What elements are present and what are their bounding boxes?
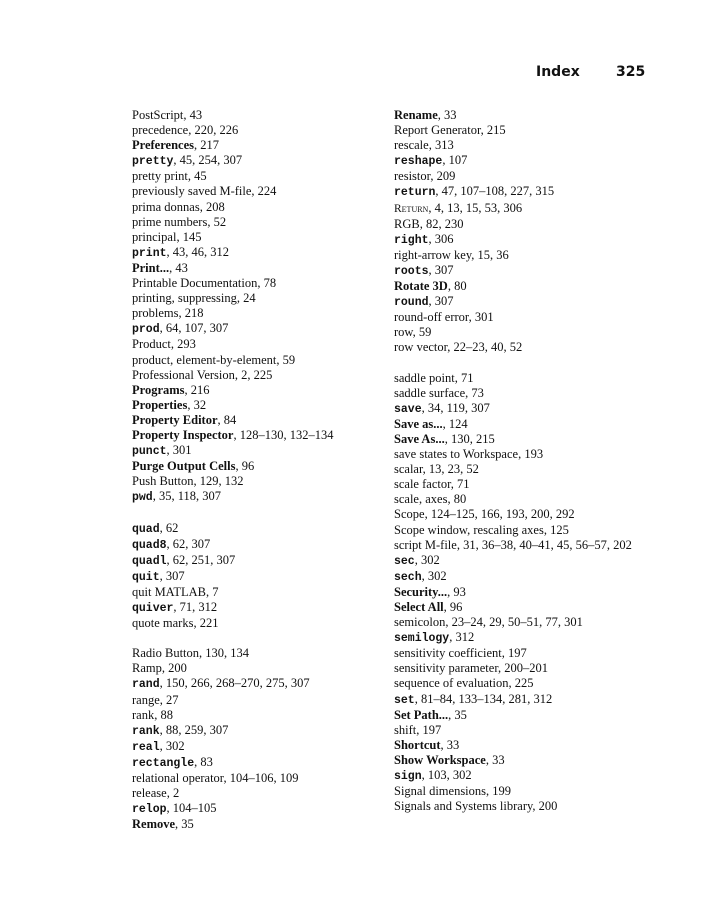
index-term: prod bbox=[132, 323, 160, 337]
index-page-refs: , 83 bbox=[194, 754, 213, 769]
index-entry bbox=[132, 569, 387, 585]
index-page-refs: , 200–201 bbox=[497, 661, 548, 676]
index-entry bbox=[132, 708, 387, 723]
index-term: row bbox=[394, 325, 413, 340]
index-entry bbox=[132, 771, 387, 786]
index-term: semicolon bbox=[394, 615, 446, 630]
index-entry bbox=[394, 753, 654, 768]
index-term: Ramp bbox=[132, 661, 162, 676]
index-page-refs: , 80 bbox=[447, 279, 467, 294]
index-entry bbox=[394, 325, 654, 340]
index-entry bbox=[132, 245, 387, 261]
index-entry bbox=[394, 585, 654, 600]
index-term: quad8 bbox=[132, 538, 167, 552]
index-page-refs: , 80 bbox=[447, 492, 467, 507]
index-term: pretty bbox=[132, 155, 174, 169]
index-page-refs: , 145 bbox=[176, 229, 202, 244]
index-term: right-arrow key bbox=[394, 247, 472, 262]
index-page-refs: , 43 bbox=[169, 260, 188, 275]
letter-group-gap bbox=[132, 505, 387, 520]
index-term: Print... bbox=[132, 260, 170, 275]
index-page-refs: , 193 bbox=[518, 447, 544, 462]
index-term: save bbox=[394, 402, 422, 416]
index-entry bbox=[394, 646, 654, 661]
index-term: quiver bbox=[132, 602, 174, 615]
index-entry bbox=[132, 459, 387, 474]
index-term: PostScript bbox=[132, 108, 184, 122]
index-page-refs: , 301 bbox=[468, 310, 494, 325]
index-term: principal bbox=[132, 229, 177, 244]
index-page-refs: , 302 bbox=[421, 568, 447, 583]
index-page-refs: , 93 bbox=[447, 584, 466, 599]
index-page-refs: , 22–23, 40, 52 bbox=[447, 340, 523, 355]
index-page-refs: , 33 bbox=[440, 737, 460, 752]
page-number: 325 bbox=[616, 64, 646, 80]
index-entry bbox=[132, 413, 387, 428]
index-entry bbox=[394, 184, 654, 200]
index-term: Signals and Systems library bbox=[394, 799, 533, 814]
index-page-refs: , 302 bbox=[414, 552, 440, 567]
index-page-refs: , 4, 13, 15, 53, 306 bbox=[428, 200, 523, 215]
index-entry bbox=[132, 600, 387, 616]
index-entry bbox=[394, 294, 654, 310]
index-column-left bbox=[132, 108, 387, 832]
index-page-refs: , 208 bbox=[199, 199, 225, 214]
index-entry bbox=[132, 646, 387, 661]
index-page-refs: , 34, 119, 307 bbox=[421, 400, 490, 415]
index-page-refs: , 197 bbox=[416, 722, 442, 737]
index-term: scale, axes bbox=[394, 492, 448, 507]
index-entry bbox=[394, 263, 654, 279]
index-term: Security... bbox=[394, 584, 448, 599]
running-header bbox=[0, 64, 702, 84]
index-page-refs: , 45, 254, 307 bbox=[173, 153, 243, 168]
index-entry bbox=[132, 693, 387, 708]
index-entry bbox=[394, 784, 654, 799]
index-page-refs: , 220, 226 bbox=[188, 123, 239, 138]
index-page-refs: , 7 bbox=[205, 584, 219, 599]
index-entry bbox=[132, 801, 387, 817]
index-entry bbox=[132, 291, 387, 306]
index-page-refs: , 307 bbox=[428, 262, 454, 277]
index-entry bbox=[132, 428, 387, 443]
index-page-refs: , 200 bbox=[161, 661, 187, 676]
index-entry bbox=[132, 398, 387, 413]
index-page-refs: , 88 bbox=[154, 707, 173, 722]
index-term: relop bbox=[132, 803, 167, 817]
index-entry bbox=[394, 417, 654, 432]
index-page-refs: , 59 bbox=[276, 352, 296, 367]
index-page-refs: , 301 bbox=[166, 443, 192, 458]
index-term: Signal dimensions bbox=[394, 784, 487, 799]
index-term: script M-file bbox=[394, 537, 457, 552]
index-term: sech bbox=[394, 570, 422, 584]
index-page-refs: , 45 bbox=[187, 169, 207, 184]
index-term: round-off error bbox=[394, 310, 469, 325]
index-entry bbox=[394, 371, 654, 386]
index-term: Preferences bbox=[132, 138, 194, 153]
index-term: Return bbox=[394, 202, 429, 215]
index-term: Radio Button bbox=[132, 646, 200, 661]
index-page-refs: , 218 bbox=[178, 306, 204, 321]
index-page-refs: , 302 bbox=[159, 738, 185, 753]
index-entry bbox=[132, 383, 387, 398]
index-term: rand bbox=[132, 678, 160, 692]
index-entry bbox=[394, 123, 654, 138]
index-entry bbox=[394, 432, 654, 447]
index-page-refs: , 215 bbox=[480, 123, 506, 138]
index-entry bbox=[394, 600, 654, 615]
index-page-refs: , 129, 132 bbox=[193, 474, 244, 489]
index-term: precedence bbox=[132, 123, 189, 138]
index-page-refs: , 43 bbox=[183, 108, 203, 122]
index-term: prime numbers bbox=[132, 214, 208, 229]
index-entry bbox=[132, 337, 387, 352]
index-page-refs: , 35, 118, 307 bbox=[152, 489, 222, 504]
index-page-refs: , 199 bbox=[486, 784, 512, 799]
index-page-refs: , 96 bbox=[235, 459, 255, 474]
index-term: Save As... bbox=[394, 431, 445, 446]
index-entry bbox=[132, 353, 387, 368]
index-entry bbox=[394, 523, 654, 538]
index-entry bbox=[132, 616, 387, 631]
index-term: Rotate 3D bbox=[394, 279, 448, 294]
index-term: sequence of evaluation bbox=[394, 676, 509, 691]
index-entry bbox=[394, 447, 654, 462]
index-page-refs: , 312 bbox=[449, 630, 475, 645]
index-page-refs: , 59 bbox=[412, 325, 432, 340]
index-term: round bbox=[394, 296, 429, 310]
index-entry bbox=[132, 489, 387, 505]
index-term: Show Workspace bbox=[394, 752, 486, 767]
index-term: right bbox=[394, 233, 429, 247]
index-term: Printable Documentation bbox=[132, 276, 258, 291]
index-entry bbox=[132, 676, 387, 692]
index-term: Professional Version bbox=[132, 367, 235, 382]
index-page-refs: , 200 bbox=[532, 799, 558, 814]
index-term: return bbox=[394, 186, 436, 200]
index-term: reshape bbox=[394, 155, 443, 169]
index-entry bbox=[394, 615, 654, 630]
index-entry bbox=[394, 553, 654, 569]
letter-group-gap bbox=[394, 356, 654, 371]
index-entry bbox=[394, 768, 654, 784]
index-entry bbox=[132, 138, 387, 153]
index-page-refs: , 64, 107, 307 bbox=[159, 321, 229, 336]
index-term: Report Generator bbox=[394, 123, 481, 138]
index-entry bbox=[132, 200, 387, 215]
index-page-refs: , 35 bbox=[175, 817, 194, 832]
index-page-refs: , 103, 302 bbox=[421, 768, 472, 783]
index-page-refs: , 47, 107–108, 227, 315 bbox=[435, 184, 555, 199]
index-page-refs: , 71 bbox=[450, 477, 470, 492]
index-term: Shortcut bbox=[394, 737, 441, 752]
index-page-refs: , 225 bbox=[508, 676, 534, 691]
index-page-refs: , 307 bbox=[428, 294, 454, 309]
section-title: Index bbox=[536, 64, 580, 80]
index-term: Push Button bbox=[132, 474, 194, 489]
index-entry bbox=[394, 340, 654, 355]
index-term: Save as... bbox=[394, 416, 443, 431]
index-page-refs: , 82, 230 bbox=[419, 216, 464, 231]
index-term: sec bbox=[394, 554, 415, 568]
index-entry bbox=[132, 108, 387, 123]
index-term: Properties bbox=[132, 397, 188, 412]
index-page-refs: , 73 bbox=[465, 385, 484, 400]
index-term: quadl bbox=[132, 554, 167, 568]
index-entry bbox=[394, 248, 654, 263]
index-page-refs: , 33 bbox=[485, 752, 505, 767]
index-page-refs: , 62, 251, 307 bbox=[166, 552, 236, 567]
index-term: quote marks bbox=[132, 616, 194, 631]
index-term: Product bbox=[132, 337, 171, 352]
index-entry bbox=[394, 738, 654, 753]
index-page-refs: , 209 bbox=[430, 169, 456, 184]
index-term: set bbox=[394, 693, 415, 707]
index-entry bbox=[132, 443, 387, 459]
index-page-refs: , 23–24, 29, 50–51, 77, 301 bbox=[445, 615, 583, 630]
index-entry bbox=[132, 169, 387, 184]
index-page-refs: , 43, 46, 312 bbox=[166, 244, 230, 259]
index-term: shift bbox=[394, 722, 417, 737]
index-page-refs: , 125 bbox=[543, 522, 569, 537]
index-page-refs: , 88, 259, 307 bbox=[159, 722, 229, 737]
index-term: print bbox=[132, 246, 167, 260]
index-entry bbox=[132, 723, 387, 739]
index-entry bbox=[132, 368, 387, 383]
index-page-refs: , 2 bbox=[166, 786, 180, 801]
index-page-refs: , 124–125, 166, 193, 200, 292 bbox=[424, 507, 575, 522]
index-page-refs: , 15, 36 bbox=[471, 247, 509, 262]
index-term: relational operator bbox=[132, 771, 224, 786]
index-page-refs: , 84 bbox=[217, 412, 237, 427]
index-term: Rename bbox=[394, 108, 438, 122]
index-term: pretty print bbox=[132, 169, 188, 184]
index-term: Property Editor bbox=[132, 412, 218, 427]
index-page-refs: , 104–105 bbox=[166, 801, 217, 816]
index-entry bbox=[394, 708, 654, 723]
index-entry bbox=[132, 585, 387, 600]
index-entry bbox=[394, 799, 654, 814]
index-entry bbox=[132, 537, 387, 553]
index-entry bbox=[394, 401, 654, 417]
index-page-refs: , 307 bbox=[159, 568, 185, 583]
index-entry bbox=[394, 462, 654, 477]
index-term: Scope bbox=[394, 507, 425, 522]
index-term: printing, suppressing bbox=[132, 291, 237, 306]
index-entry bbox=[394, 630, 654, 646]
index-term: rescale bbox=[394, 138, 429, 153]
index-page-refs: , 32 bbox=[187, 397, 207, 412]
index-page-refs: , 62 bbox=[159, 520, 179, 535]
index-page-refs: , 81–84, 133–134, 281, 312 bbox=[414, 691, 553, 706]
index-term: quit MATLAB bbox=[132, 584, 206, 599]
index-entry bbox=[132, 306, 387, 321]
index-page-refs: , 313 bbox=[428, 138, 454, 153]
index-entry bbox=[394, 477, 654, 492]
index-page-refs: , 13, 23, 52 bbox=[422, 462, 479, 477]
index-page-refs: , 221 bbox=[193, 616, 219, 631]
index-term: rank bbox=[132, 707, 155, 722]
index-term: product, element-by-element bbox=[132, 352, 277, 367]
index-term: range bbox=[132, 692, 160, 707]
index-term: previously saved M-file bbox=[132, 184, 252, 199]
index-entry bbox=[132, 123, 387, 138]
index-entry bbox=[394, 569, 654, 585]
index-entry bbox=[394, 279, 654, 294]
index-entry bbox=[394, 538, 654, 553]
index-term: Set Path... bbox=[394, 707, 449, 722]
index-term: problems bbox=[132, 306, 179, 321]
index-entry bbox=[132, 755, 387, 771]
index-page-refs: , 52 bbox=[207, 214, 227, 229]
index-page-refs: , 293 bbox=[170, 337, 196, 352]
index-term: pwd bbox=[132, 491, 153, 505]
index-page-refs: , 128–130, 132–134 bbox=[233, 427, 334, 442]
index-column-right bbox=[394, 108, 654, 814]
index-term: RGB bbox=[394, 216, 420, 231]
index-page-refs: , 2, 225 bbox=[234, 367, 273, 382]
index-page-refs: , 31, 36–38, 40–41, 45, 56–57, 202 bbox=[456, 537, 632, 552]
index-page-refs: , 224 bbox=[251, 184, 277, 199]
index-entry bbox=[132, 786, 387, 801]
index-entry bbox=[394, 507, 654, 522]
index-entry bbox=[394, 676, 654, 691]
index-page-refs: , 78 bbox=[257, 276, 277, 291]
index-page-refs: , 130, 215 bbox=[444, 431, 495, 446]
index-entry bbox=[132, 817, 387, 832]
index-term: scale factor bbox=[394, 477, 451, 492]
index-term: scalar bbox=[394, 462, 423, 477]
index-page-refs: , 104–106, 109 bbox=[223, 771, 299, 786]
index-entry bbox=[394, 169, 654, 184]
index-entry bbox=[394, 661, 654, 676]
index-page-refs: , 150, 266, 268–270, 275, 307 bbox=[159, 676, 310, 691]
index-page-refs: , 217 bbox=[194, 138, 219, 153]
index-entry bbox=[132, 321, 387, 337]
index-entry bbox=[132, 739, 387, 755]
index-term: saddle surface bbox=[394, 385, 466, 400]
letter-group-gap bbox=[132, 631, 387, 646]
index-entry bbox=[394, 692, 654, 708]
index-page-refs: , 33 bbox=[437, 108, 457, 122]
index-entry bbox=[394, 723, 654, 738]
index-entry bbox=[394, 310, 654, 325]
index-entry bbox=[394, 201, 654, 217]
index-term: row vector bbox=[394, 340, 448, 355]
index-term: semilogy bbox=[394, 632, 450, 646]
index-entry bbox=[394, 108, 654, 123]
index-entry bbox=[132, 230, 387, 245]
index-page-refs: , 107 bbox=[442, 153, 468, 168]
index-term: sign bbox=[394, 770, 422, 784]
index-term: sensitivity parameter bbox=[394, 661, 498, 676]
index-entry bbox=[132, 661, 387, 676]
index-entry bbox=[132, 215, 387, 230]
index-term: saddle point bbox=[394, 370, 455, 385]
index-entry bbox=[394, 492, 654, 507]
index-term: sensitivity coefficient bbox=[394, 646, 502, 661]
index-entry bbox=[132, 184, 387, 199]
index-entry bbox=[132, 521, 387, 537]
index-page-refs: , 71, 312 bbox=[173, 600, 218, 614]
index-entry bbox=[394, 138, 654, 153]
index-entry bbox=[132, 276, 387, 291]
index-term: prima donnas bbox=[132, 199, 200, 214]
index-term: release bbox=[132, 786, 167, 801]
index-entry bbox=[132, 474, 387, 489]
index-term: save states to Workspace bbox=[394, 447, 519, 462]
index-page-refs: , 130, 134 bbox=[199, 646, 250, 661]
index-page-refs: , 27 bbox=[159, 692, 179, 707]
index-entry bbox=[132, 261, 387, 276]
index-page-refs: , 216 bbox=[184, 382, 210, 397]
index-entry bbox=[394, 386, 654, 401]
index-term: Property Inspector bbox=[132, 427, 234, 442]
index-page-refs: , 35 bbox=[448, 707, 467, 722]
index-entry bbox=[394, 153, 654, 169]
index-term: real bbox=[132, 740, 160, 754]
index-page-refs: , 197 bbox=[501, 646, 527, 661]
index-term: resistor bbox=[394, 169, 431, 184]
index-page-refs: , 71 bbox=[454, 370, 474, 385]
index-term: Select All bbox=[394, 600, 444, 614]
index-term: quit bbox=[132, 570, 160, 584]
index-term: Scope window, rescaling axes bbox=[394, 522, 544, 537]
index-term: Purge Output Cells bbox=[132, 459, 236, 474]
index-term: rectangle bbox=[132, 756, 195, 770]
index-term: roots bbox=[394, 264, 429, 278]
index-page-refs: , 96 bbox=[443, 600, 463, 614]
index-term: punct bbox=[132, 445, 167, 459]
index-term: Programs bbox=[132, 382, 185, 397]
index-term: rank bbox=[132, 724, 160, 738]
index-page-refs: , 24 bbox=[236, 291, 256, 306]
index-entry bbox=[394, 217, 654, 232]
index-page-refs: , 62, 307 bbox=[166, 536, 211, 551]
index-term: Remove bbox=[132, 817, 176, 832]
index-entry bbox=[132, 553, 387, 569]
index-page-refs: , 124 bbox=[442, 416, 468, 431]
index-page-refs: , 306 bbox=[428, 231, 454, 246]
index-entry bbox=[394, 232, 654, 248]
index-entry bbox=[132, 153, 387, 169]
index-term: quad bbox=[132, 522, 160, 536]
